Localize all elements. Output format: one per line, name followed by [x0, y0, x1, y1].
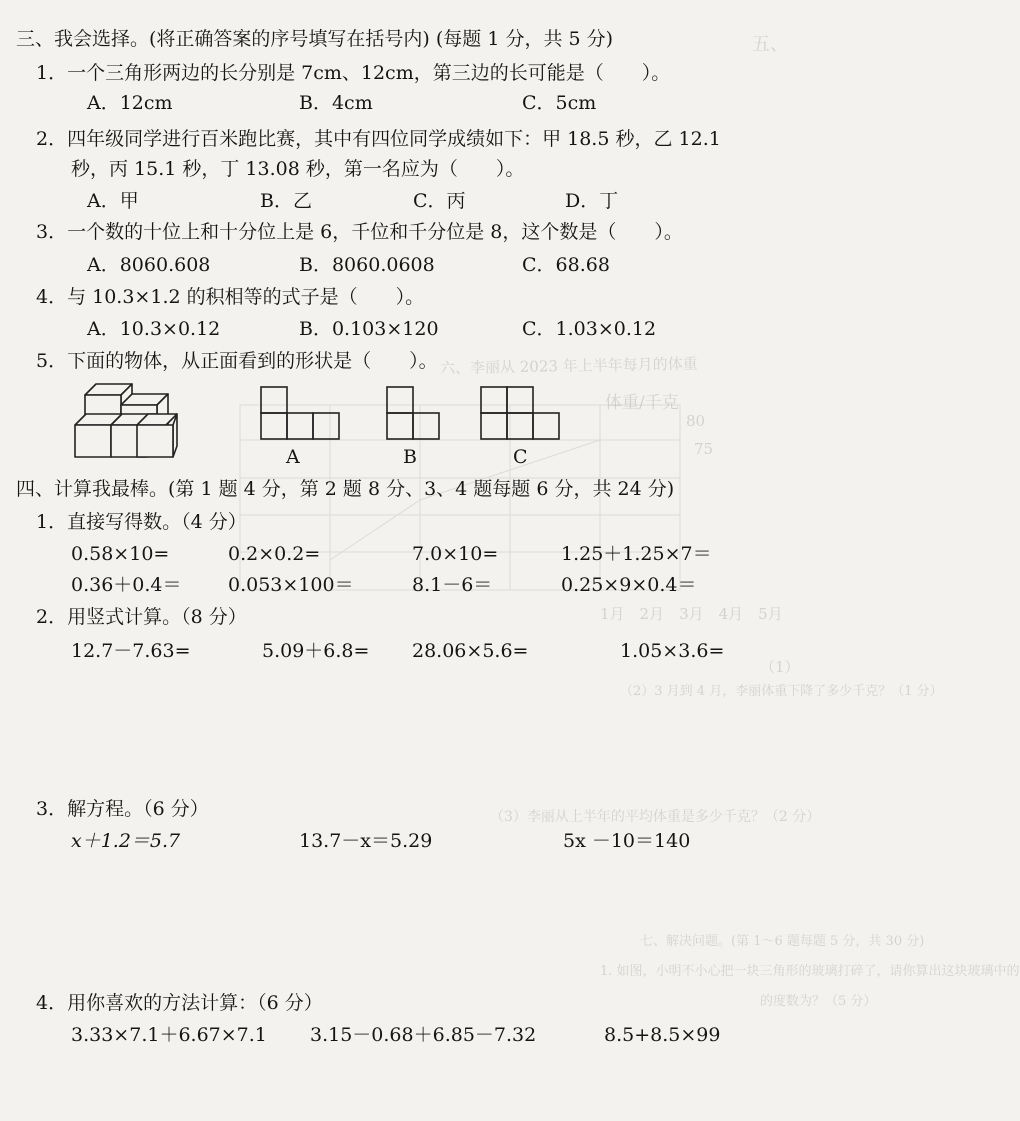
- calc-q2-item: 1.05×3.6=: [620, 640, 725, 662]
- question-3-option-a: A．8060.608: [87, 254, 211, 276]
- bleed-text: 体重/千克: [605, 393, 679, 413]
- bleed-text: 80: [686, 412, 706, 430]
- equation-item: x＋1.2＝5.7: [71, 830, 181, 852]
- question-2-stem-continued: 秒，丙 15.1 秒，丁 13.08 秒，第一名应为（ ）。: [71, 158, 525, 180]
- option-a-label: A: [286, 446, 300, 468]
- question-2-option-c: C．丙: [413, 190, 466, 212]
- question-3-option-b: B．8060.0608: [299, 254, 435, 276]
- bleed-text: 1. 如图，小明不小心把一块三角形的玻璃打碎了，请你算出这块玻璃中的: [600, 964, 1020, 979]
- calc-q1-item: 1.25＋1.25×7＝: [561, 543, 712, 565]
- question-4-option-a: A．10.3×0.12: [87, 318, 221, 340]
- question-1-option-c: C．5cm: [522, 92, 597, 114]
- bleed-text: （2）3 月到 4 月，李丽体重下降了多少千克？（1 分）: [620, 684, 943, 699]
- calc-q1-item: 0.053×100＝: [228, 574, 354, 596]
- bleed-text: 75: [694, 440, 714, 458]
- section-3-header: 三、我会选择。(将正确答案的序号填写在括号内) (每题 1 分，共 5 分): [16, 28, 614, 50]
- question-3-option-c: C．68.68: [522, 254, 610, 276]
- calc-q1-item: 8.1－6＝: [412, 574, 493, 596]
- bleed-text: 六、李丽从 2023 年上半年每月的体重: [439, 354, 698, 378]
- bleed-text: 1月 2月 3月 4月 5月: [600, 605, 783, 623]
- calc-q1-item: 0.58×10=: [71, 543, 170, 565]
- question-1-option-a: A．12cm: [87, 92, 173, 114]
- calc-q3-title: 3．解方程。（6 分）: [36, 798, 209, 820]
- section-4-header: 四、计算我最棒。(第 1 题 4 分，第 2 题 8 分、3、4 题每题 6 分，共 24 分): [16, 478, 675, 500]
- calc-q1-title: 1．直接写得数。（4 分）: [36, 511, 247, 533]
- equation-item: 5x －10＝140: [563, 830, 691, 852]
- question-4-option-b: B．0.103×120: [299, 318, 439, 340]
- question-2-option-a: A．甲: [87, 190, 139, 212]
- calc-q2-title: 2．用竖式计算。（8 分）: [36, 606, 247, 628]
- option-b-figure: [387, 387, 439, 439]
- calc-q4-title: 4．用你喜欢的方法计算：（6 分）: [36, 992, 323, 1014]
- bleed-text: 的度数为？（5 分）: [760, 994, 877, 1009]
- option-c-label: C: [513, 446, 528, 468]
- question-4-stem: 4．与 10.3×1.2 的积相等的式子是（ ）。: [36, 286, 425, 308]
- calc-q2-item: 5.09＋6.8=: [262, 640, 370, 662]
- question-4-option-c: C．1.03×0.12: [522, 318, 657, 340]
- cube-stack-figure: [75, 384, 177, 457]
- option-a-figure: [261, 387, 339, 439]
- calc-q2-item: 12.7－7.63=: [71, 640, 191, 662]
- bleed-text: 七、解决问题。(第 1～6 题每题 5 分，共 30 分): [640, 934, 925, 949]
- option-b-label: B: [403, 446, 417, 468]
- calc-q4-item: 3.33×7.1＋6.67×7.1: [71, 1024, 267, 1046]
- calc-q2-item: 28.06×5.6=: [412, 640, 529, 662]
- calc-q1-item: 0.2×0.2=: [228, 543, 321, 565]
- question-2-option-b: B．乙: [260, 190, 312, 212]
- bleed-text: （1）: [760, 658, 800, 676]
- option-c-figure: [481, 387, 559, 439]
- equation-item: 13.7－x＝5.29: [299, 830, 433, 852]
- question-3-stem: 3．一个数的十位上和十分位上是 6，千位和千分位是 8，这个数是（ ）。: [36, 221, 683, 243]
- question-1-stem: 1．一个三角形两边的长分别是 7cm、12cm，第三边的长可能是（ ）。: [36, 62, 671, 84]
- question-5-stem: 5．下面的物体，从正面看到的形状是（ ）。: [36, 350, 438, 372]
- calc-q1-item: 0.25×9×0.4＝: [561, 574, 697, 596]
- bleed-text: 五、: [752, 34, 788, 55]
- calc-q4-item: 3.15－0.68＋6.85－7.32: [310, 1024, 537, 1046]
- calc-q1-item: 0.36＋0.4＝: [71, 574, 182, 596]
- bleed-text: （3）李丽从上半年的平均体重是多少千克？（2 分）: [490, 809, 821, 825]
- calc-q1-item: 7.0×10=: [412, 543, 499, 565]
- calc-q4-item: 8.5+8.5×99: [604, 1024, 721, 1046]
- question-2-stem: 2．四年级同学进行百米跑比赛，其中有四位同学成绩如下：甲 18.5 秒，乙 12.1: [36, 128, 721, 150]
- question-2-option-d: D．丁: [565, 190, 619, 212]
- question-1-option-b: B．4cm: [299, 92, 373, 114]
